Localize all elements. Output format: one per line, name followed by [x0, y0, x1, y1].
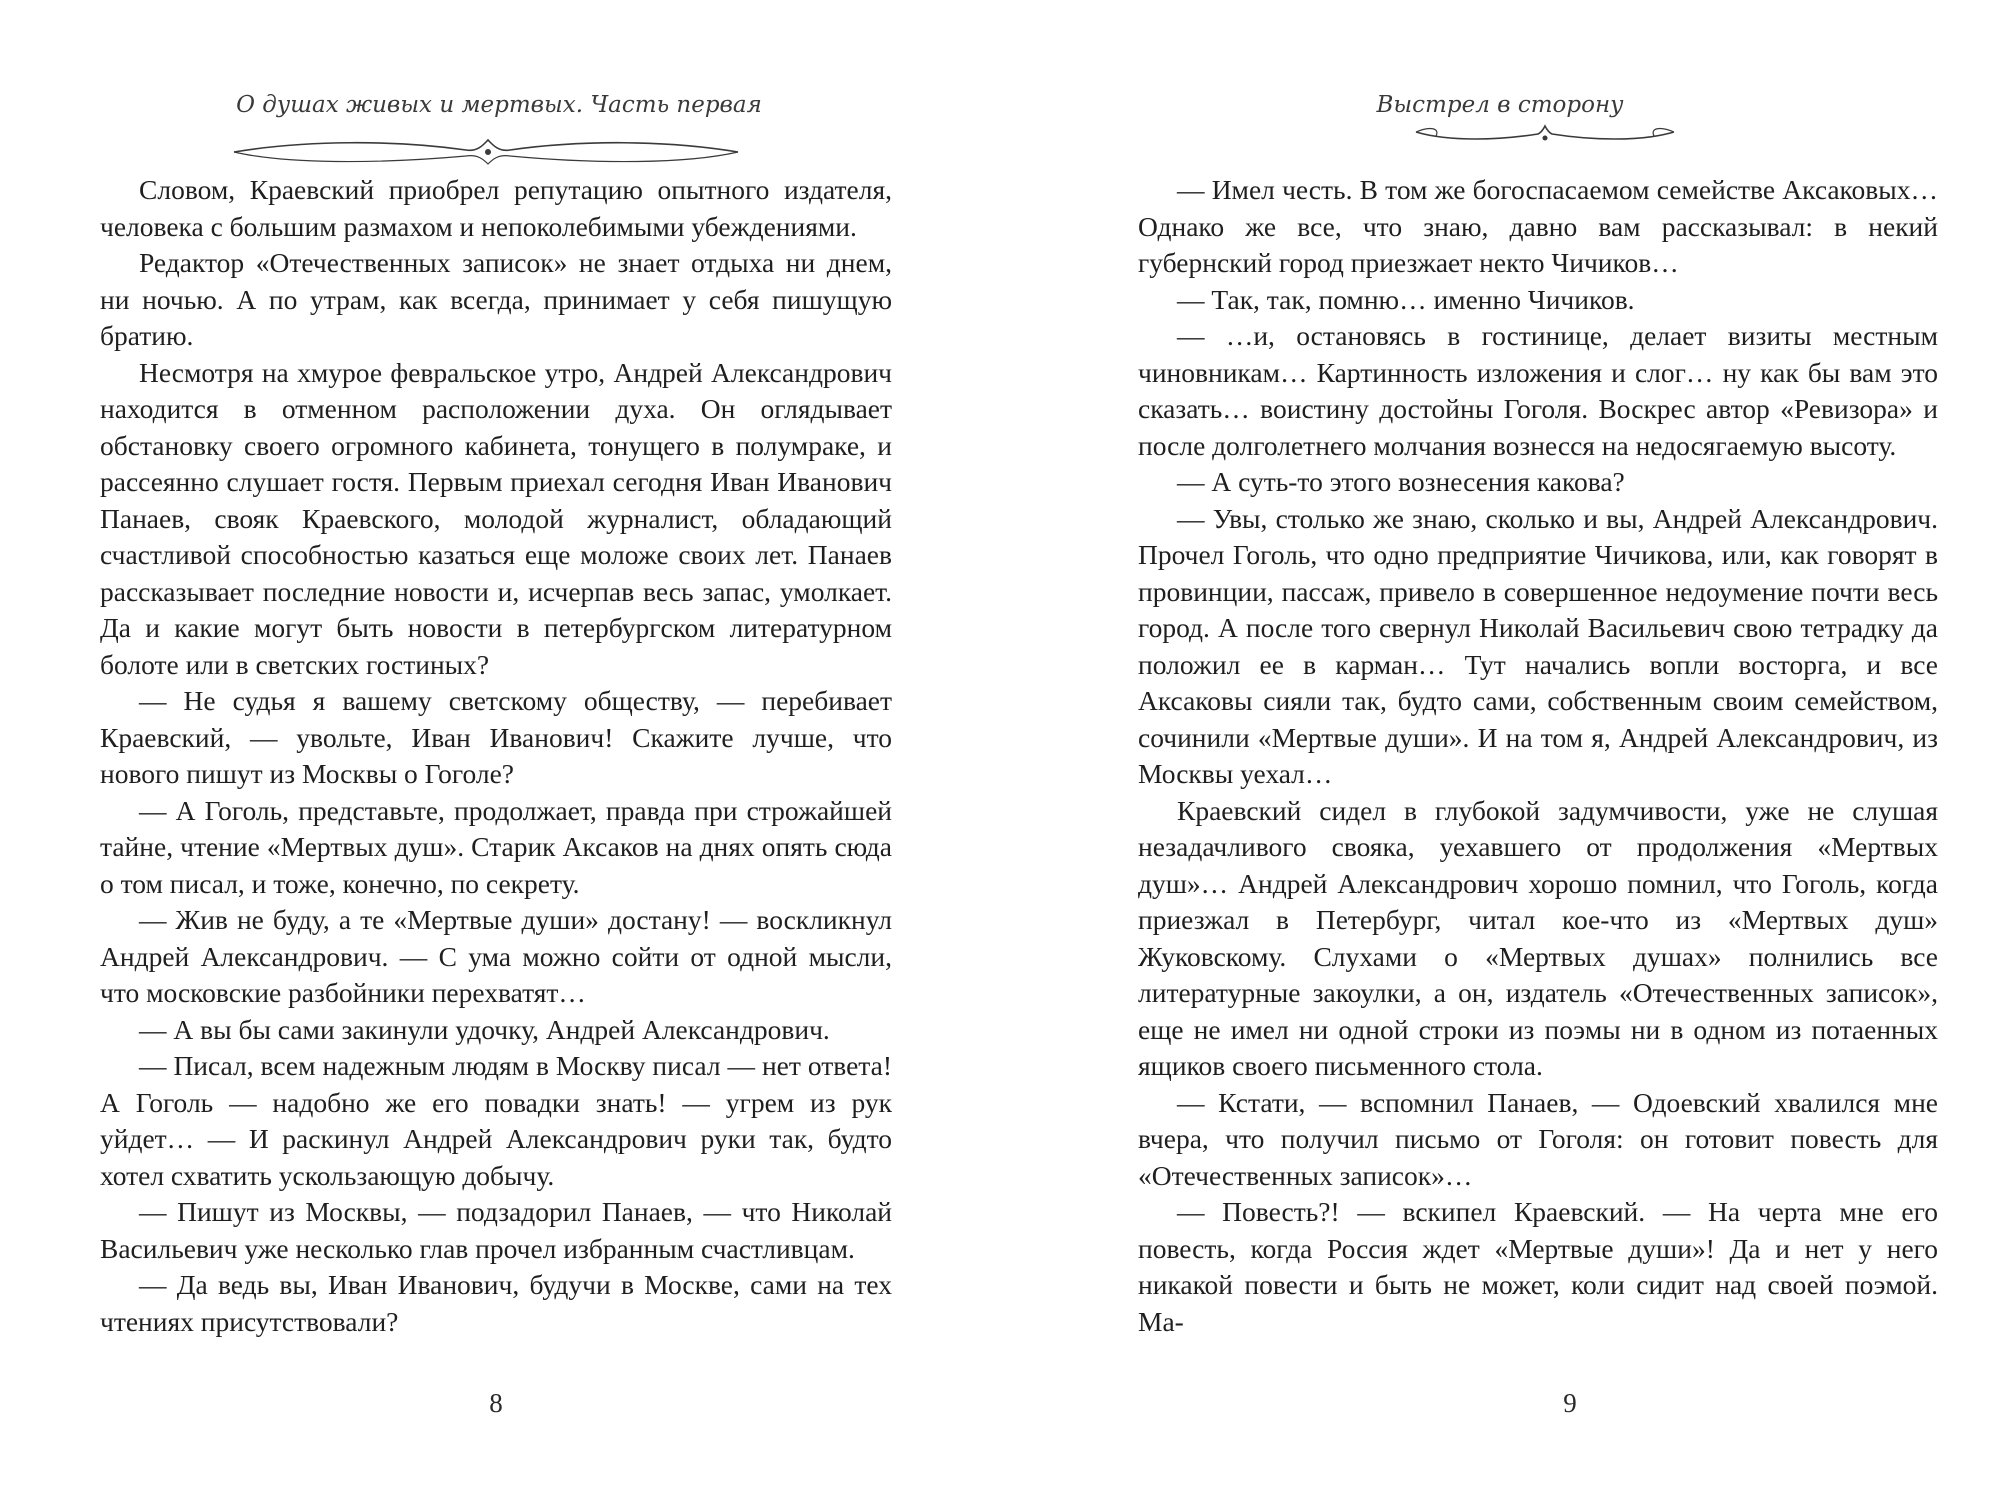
- paragraph: — Имел честь. В том же богоспасаемом семействе Аксаковых… Однако же все, что знаю, давно вам рассказывал: в некий губернский город приезжает некто Чичиков…: [1138, 174, 1938, 278]
- paragraph: — …и, остановясь в гостинице, делает визиты местным чиновникам… Картинность изложения и слог… ну как бы вам это сказать… воистину достойны Гоголя. Воскрес автор «Ревизора» и после долголетнего молчания вознесся на недосягаемую высоту.: [1138, 320, 1938, 461]
- left-page-number: 8: [489, 1388, 503, 1418]
- paragraph: — Так, так, помню… именно Чичиков.: [1177, 283, 1635, 315]
- left-running-head: О душах живых и мертвых. Часть первая: [236, 92, 762, 118]
- paragraph: — Писал, всем надежным людям в Москву писал — нет ответа! А Гоголь — надобно же его повадки знать! — угрем из рук уйдет… — И раскинул Андрей Александрович руки так, будто хотел схватить ускользающую добычу.: [100, 1050, 892, 1191]
- paragraph: — Повесть?! — вскипел Краевский. — На черта мне его повесть, когда Россия ждет «Мертвые души»! Да и нет у него никакой повести и быть не может, коли сидит над своей поэмой. Ма-: [1138, 1196, 1938, 1337]
- left-body-text: [100, 172, 892, 1340]
- paragraph: — Не судья я вашему светскому обществу, — перебивает Краевский, — увольте, Иван Иванович! Скажите лучше, что нового пишут из Москвы о Гоголе?: [100, 685, 892, 789]
- right-page-number: 9: [1563, 1388, 1577, 1418]
- paragraph: Словом, Краевский приобрел репутацию опытного издателя, человека с большим размахом и непоколебимыми убеждениями.: [100, 174, 892, 242]
- right-body-text: [1138, 172, 1938, 1340]
- paragraph: Краевский сидел в глубокой задумчивости, уже не слушая незадачливого свояка, уехавшего от продолжения «Мертвых душ»… Андрей Александрович хорошо помнил, что Гоголь, когда приезжал в Петербург, читал кое-что из «Мертвых душ» Жуковскому. Слухами о «Мертвых душах» полнились все литературные закоулки, а он, издатель «Отечественных записок», еще не имел ни одной строки из поэмы ни в одном из потаенных ящиков своего письменного стола.: [1138, 794, 1938, 1081]
- paragraph: Редактор «Отечественных записок» не знает отдыха ни днем, ни ночью. А по утрам, как всегда, принимает у себя пишущую братию.: [100, 247, 892, 351]
- paragraph: — А Гоголь, представьте, продолжает, правда при строжайшей тайне, чтение «Мертвых душ». Старик Аксаков на днях опять сюда о том писал, и тоже, конечно, по секрету.: [100, 794, 892, 899]
- right-running-head: Выстрел в сторону: [1376, 92, 1624, 118]
- paragraph: — Увы, столько же знаю, сколько и вы, Андрей Александрович. Прочел Гоголь, что одно предприятие Чичикова, или, как говорят в провинции, пассаж, привело в совершенное недоумение почти весь город. А после того свернул Николай Васильевич свою тетрадку да положил ее в карман… Тут начались вопли восторга, и все Аксаковы сияли так, будто сами, собственным своим семейством, сочинили «Мертвые души». И на том я, Андрей Александрович, из Москвы уехал…: [1138, 502, 1938, 789]
- right-ornament-flourish: [1410, 118, 1680, 152]
- left-ornament-flourish: [226, 134, 746, 170]
- paragraph: — Пишут из Москвы, — подзадорил Панаев, — что Николай Васильевич уже несколько глав прочел избранным счастливцам.: [100, 1196, 892, 1264]
- paragraph: — А вы бы сами закинули удочку, Андрей Александрович.: [139, 1013, 830, 1045]
- paragraph: — Да ведь вы, Иван Иванович, будучи в Москве, сами на тех чтениях присутствовали?: [100, 1269, 892, 1337]
- right-page: [1000, 0, 2000, 1491]
- paragraph: Несмотря на хмурое февральское утро, Андрей Александрович находится в отменном расположении духа. Он оглядывает обстановку своего огромного кабинета, тонущего в полумраке, и рассеянно слушает гостя. Первым приехал сегодня Иван Иванович Панаев, свояк Краевского, молодой журналист, обладающий счастливой способностью казаться еще моложе своих лет. Панаев рассказывает последние новости и, исчерпав весь запас, умолкает. Да и какие могут быть новости в петербургском литературном болоте или в светских гостиных?: [100, 356, 892, 680]
- paragraph: — Жив не буду, а те «Мертвые души» достану! — воскликнул Андрей Александрович. — С ума можно сойти от одной мысли, что московские разбойники перехватят…: [100, 904, 892, 1008]
- paragraph: — А суть-то этого вознесения какова?: [1177, 466, 1625, 497]
- paragraph: — Кстати, — вспомнил Панаев, — Одоевский хвалился мне вчера, что получил письмо от Гоголя: он готовит повесть для «Отечественных записок»…: [1138, 1086, 1938, 1191]
